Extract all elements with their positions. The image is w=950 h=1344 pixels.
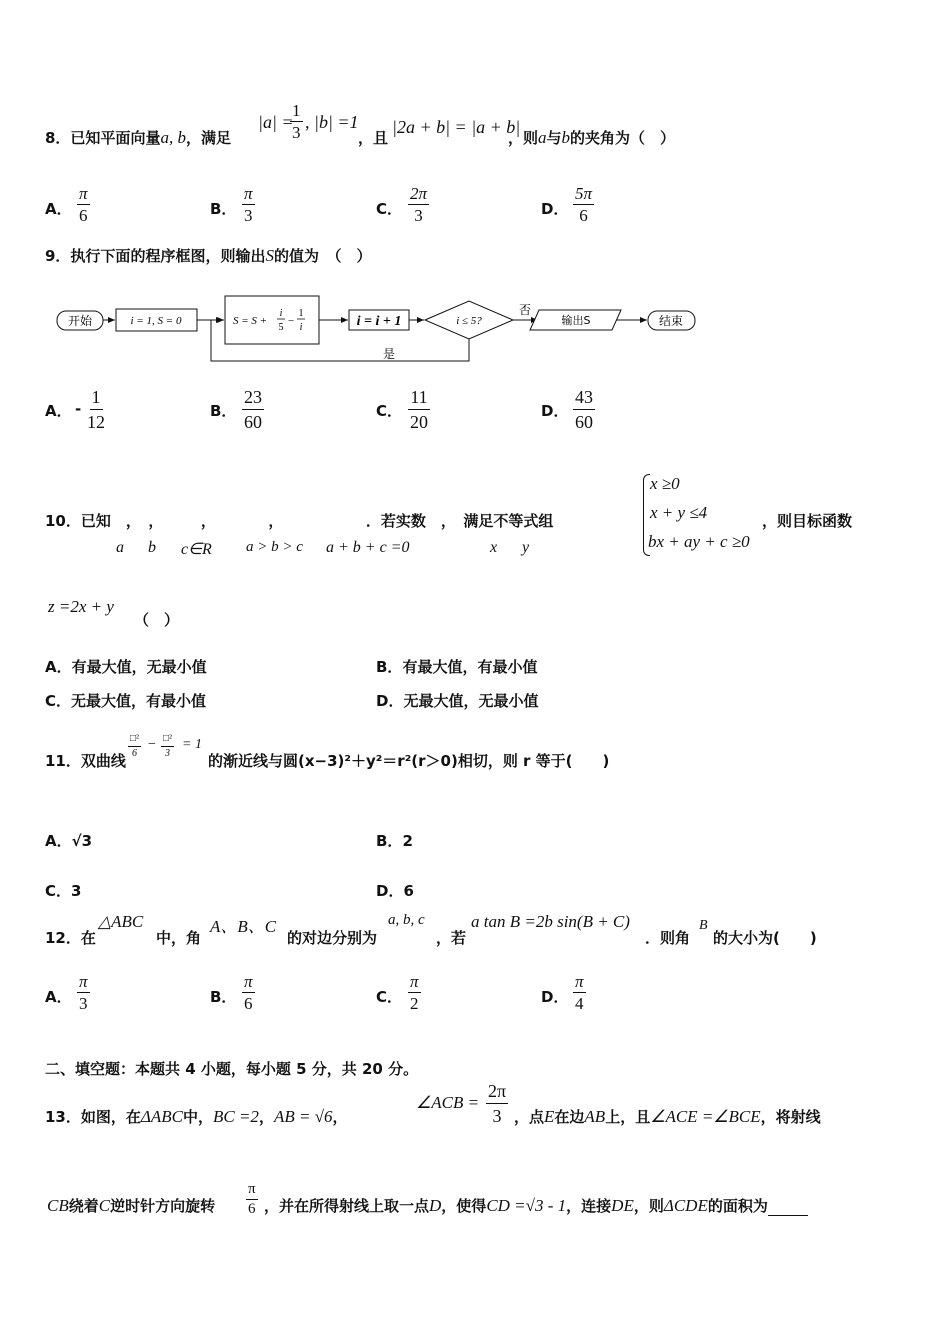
q8-var-b: b xyxy=(561,128,571,147)
q11-options-label-0: A． xyxy=(45,832,72,850)
q11-frac-2 xyxy=(161,733,174,760)
q9-flowchart xyxy=(0,285,950,375)
q12-options-den-3: 4 xyxy=(575,994,584,1013)
q9-options-label-3[interactable]: D． xyxy=(541,402,569,420)
q8-options-den-1: 3 xyxy=(244,206,253,225)
q10-options-label-3: D． xyxy=(376,692,404,710)
q13-text-f: 在边 xyxy=(554,1108,585,1126)
q13-line1-end xyxy=(514,1106,821,1127)
q13-text-connect: ，连接 xyxy=(566,1197,612,1215)
q13-angle-eq: ∠ACE =∠BCE xyxy=(650,1107,761,1126)
q8-cond1-num: 1 xyxy=(292,101,301,120)
q8-options-label-0[interactable]: A． xyxy=(45,200,72,218)
q11-options-text-1: 2 xyxy=(402,832,413,850)
q12-options-frac-3 xyxy=(573,972,586,1013)
q13-text-point: ，并在所得射线上取一点 xyxy=(264,1197,430,1215)
q10-stem-b: ，则目标函数 xyxy=(762,512,853,530)
q11-options-text-2: 3 xyxy=(71,882,82,900)
flow-decision-label: i ≤ 5? xyxy=(456,315,482,327)
q11-minus: − xyxy=(148,737,156,752)
q10-options-text-1: 有最大值，有最小值 xyxy=(402,658,538,676)
q13-text-e: ，点 xyxy=(514,1108,545,1126)
q10-options-text-2: 无最大值，有最小值 xyxy=(71,692,207,710)
q13-seg-ab: AB xyxy=(584,1107,606,1126)
q10-var-y: y xyxy=(522,539,530,556)
q9-options-num-1: 23 xyxy=(242,386,264,410)
q8-cond1-text: |a| = xyxy=(258,112,294,132)
q8-options-num-2: 2π xyxy=(410,184,428,203)
q11-options-text-0: √3 xyxy=(71,832,93,850)
q10-var-b: b xyxy=(148,539,156,556)
q8-options-num-0: π xyxy=(79,184,88,203)
q13-cd: CD =√3 - 1 xyxy=(486,1196,567,1215)
q9-options-den-0: 12 xyxy=(87,412,105,432)
q12-triangle: △ABC xyxy=(98,912,144,931)
flow-update-f1-den: 5 xyxy=(278,322,284,333)
q13-text-h: ，将射线 xyxy=(760,1108,821,1126)
q13-text-rot-a: 绕着 xyxy=(68,1197,99,1215)
q9-options-den-1: 60 xyxy=(244,412,262,432)
q9-options-frac-0 xyxy=(85,386,107,433)
q10-options-label-2: C． xyxy=(45,692,72,710)
q13-rot-frac-num: π xyxy=(246,1181,258,1200)
q10-system-1: x ≥0 xyxy=(650,474,680,493)
q8-text-c: ，且 xyxy=(358,129,389,147)
q11-options-text-3: 6 xyxy=(403,882,414,900)
q10-options-item-0[interactable] xyxy=(45,656,207,677)
q10-options-text-0: 有最大值，无最小值 xyxy=(71,658,207,676)
flow-update-f2-num: 1 xyxy=(298,308,304,319)
q10-var-c: c∈R xyxy=(181,541,212,558)
q11-options-item-1[interactable] xyxy=(376,830,413,851)
flow-yes-label: 是 xyxy=(382,347,396,361)
q8-options-num-1: π xyxy=(244,184,253,203)
q10-order: a > b > c xyxy=(246,539,303,555)
q10-options-item-3[interactable] xyxy=(376,690,538,711)
q9-options-den-3: 60 xyxy=(575,412,593,432)
q13-text-make: ，使得 xyxy=(441,1197,487,1215)
q11-frac-1 xyxy=(128,733,141,760)
q9-options-frac-3 xyxy=(573,386,595,433)
q11-frac-2-num: □² xyxy=(161,733,174,747)
q12-options-label-2[interactable]: C． xyxy=(376,988,403,1006)
q10-options-item-1[interactable] xyxy=(376,656,537,677)
q8-var-a: a xyxy=(538,128,547,147)
q11-rhs: = 1 xyxy=(182,737,202,752)
q12-options-den-2: 2 xyxy=(410,994,419,1013)
q10-system-2: x + y ≤4 xyxy=(650,503,708,522)
q13-text-c: ， xyxy=(258,1108,274,1126)
q12-stem-a: 12．在 xyxy=(45,929,96,947)
q13-text-g: 上，且 xyxy=(605,1108,651,1126)
q8-stem xyxy=(45,127,231,148)
q12-sides: a, b, c xyxy=(388,912,425,928)
q11-options-label-1: B． xyxy=(376,832,403,850)
q11-options-item-3[interactable] xyxy=(376,880,414,901)
q8-options-label-1[interactable]: B． xyxy=(210,200,237,218)
q12-options-num-2: π xyxy=(410,972,419,991)
flow-end-label: 结束 xyxy=(658,314,684,328)
q10-stem-c: （ ） xyxy=(134,611,180,629)
q10-var-a: a xyxy=(116,539,124,556)
flow-no-label: 否 xyxy=(518,303,532,317)
q9-text-a: 9．执行下面的程序框图，则输出 xyxy=(45,247,266,265)
q13-text-area: 的面积为 xyxy=(707,1197,768,1215)
q10-stem: 10．已知 ， ， ， ， ．若实数 ， 满足不等式组 xyxy=(45,512,554,530)
q10-options-item-2[interactable] xyxy=(45,690,206,711)
q13-line2-mid xyxy=(264,1195,808,1216)
q9-options-sign-0: - xyxy=(75,400,82,418)
q12-stem-d: ，若 xyxy=(436,929,467,947)
q12-options-num-3: π xyxy=(575,972,584,991)
q13-text-b: 中， xyxy=(182,1108,213,1126)
flow-incr-label: i = i + 1 xyxy=(356,314,402,329)
q13-point-c: C xyxy=(98,1196,111,1215)
q8-text-d: ，则 xyxy=(508,129,539,147)
q9-options-label-0[interactable]: A． xyxy=(45,402,72,420)
flow-update-label: S = S + xyxy=(233,315,268,327)
flow-update-f2-den: i xyxy=(299,322,303,333)
q11-stem-b: 的渐近线与圆(x−3)²＋y²＝r²(r＞0)相切，则 r 等于( ) xyxy=(208,752,610,770)
q13-ray-cb: CB xyxy=(47,1196,69,1215)
q9-options-label-1[interactable]: B． xyxy=(210,402,237,420)
flow-update-f1-num: i xyxy=(279,308,283,319)
q12-stem-e: ．则角 xyxy=(645,929,691,947)
q9-var-s: S xyxy=(265,246,274,265)
q9-options-frac-1 xyxy=(242,386,264,433)
q13-triangle: ΔABC xyxy=(140,1107,183,1126)
q8-options-frac-3 xyxy=(573,184,594,225)
q8-options-den-2: 3 xyxy=(414,206,423,225)
q12-stem-c: 的对边分别为 xyxy=(287,929,378,947)
q10-sum: a + b + c =0 xyxy=(326,539,410,556)
q13-answer-blank[interactable] xyxy=(768,1201,808,1216)
q13-ab: AB = √6 xyxy=(273,1107,333,1126)
q8-text-b: ，满足 xyxy=(185,129,231,147)
q11-options-item-0[interactable] xyxy=(45,830,92,851)
q11-frac-2-den: 3 xyxy=(165,748,171,759)
q9-options-den-2: 20 xyxy=(410,412,428,432)
q13-text-then: ，则 xyxy=(633,1197,664,1215)
q13-rot-frac xyxy=(246,1181,258,1218)
q9-options-num-2: 11 xyxy=(408,386,429,410)
q13-point-d: D xyxy=(429,1196,442,1215)
q8-options-den-3: 6 xyxy=(579,206,588,225)
q12-options-frac-2 xyxy=(408,972,421,1013)
q10-system-3: bx + ay + c ≥0 xyxy=(648,532,750,551)
flow-start-label: 开始 xyxy=(67,314,93,328)
q12-options-label-1[interactable]: B． xyxy=(210,988,237,1006)
q8-text-a: 8．已知平面向量 xyxy=(45,129,161,147)
q12-options-label-0[interactable]: A． xyxy=(45,988,72,1006)
section-2-title: 二、填空题：本题共 4 小题，每小题 5 分，共 20 分。 xyxy=(45,1060,419,1078)
q13-bc: BC =2 xyxy=(212,1107,259,1126)
q8-vectors: a, b xyxy=(160,128,186,147)
q8-options-label-3[interactable]: D． xyxy=(541,200,569,218)
q8-options-frac-2 xyxy=(408,184,429,225)
q8-options-frac-0 xyxy=(77,184,90,225)
q8-cond3: |2a + b| = |a + b| xyxy=(392,117,521,137)
q13-line1 xyxy=(45,1106,348,1127)
q13-angle-frac xyxy=(486,1080,508,1127)
q13-triangle-cde: ΔCDE xyxy=(663,1196,708,1215)
q12-equation: a tan B =2b sin(B + C) xyxy=(471,912,630,931)
q11-stem-a: 11．双曲线 xyxy=(45,752,126,770)
q9-options-frac-2 xyxy=(408,386,430,433)
q8-text-yu: 与 xyxy=(546,129,562,147)
q12-angle-b: B xyxy=(699,918,708,933)
q9-options-num-0: 1 xyxy=(90,386,103,410)
flow-update-minus: − xyxy=(288,315,295,327)
q12-options-num-0: π xyxy=(79,972,88,991)
q12-options-frac-0 xyxy=(77,972,90,1013)
q13-point-e: E xyxy=(544,1107,555,1126)
q8-cond1-den: 3 xyxy=(292,123,301,142)
q13-text-rot-b: 逆时针方向旋转 xyxy=(110,1197,216,1215)
q9-options-label-2[interactable]: C． xyxy=(376,402,403,420)
q11-options-label-2: C． xyxy=(45,882,72,900)
q8-stem-end xyxy=(508,127,675,148)
q13-angle-frac-num: 2π xyxy=(486,1080,508,1104)
q8-options-label-2[interactable]: C． xyxy=(376,200,403,218)
q8-cond2: , |b| =1 xyxy=(305,112,359,132)
q9-stem xyxy=(45,245,371,266)
q10-options-text-3: 无最大值，无最小值 xyxy=(403,692,539,710)
q10-options-label-1: B． xyxy=(376,658,403,676)
q11-options-item-2[interactable] xyxy=(45,880,81,901)
q13-text-a: 13．如图，在 xyxy=(45,1108,141,1126)
q10-var-x: x xyxy=(490,539,498,556)
q12-options-den-1: 6 xyxy=(244,994,253,1013)
q12-options-den-0: 3 xyxy=(79,994,88,1013)
q8-options-num-3: 5π xyxy=(575,184,593,203)
q12-options-frac-1 xyxy=(242,972,255,1013)
q8-text-e: 的夹角为（ ） xyxy=(570,129,676,147)
q8-cond1-frac xyxy=(290,101,303,142)
q8-cond1 xyxy=(258,112,294,133)
q8-options-frac-1 xyxy=(242,184,255,225)
q13-angle-acb: ∠ACB = xyxy=(416,1093,480,1112)
q13-text-d: ， xyxy=(332,1108,348,1126)
q10-target: z =2x + y xyxy=(48,597,114,616)
flow-init-label: i = 1, S = 0 xyxy=(130,315,182,327)
q12-options-label-3[interactable]: D． xyxy=(541,988,569,1006)
q9-options-num-3: 43 xyxy=(573,386,595,410)
q13-rot-frac-den: 6 xyxy=(248,1201,256,1217)
q8-options-den-0: 6 xyxy=(79,206,88,225)
q12-options-num-1: π xyxy=(244,972,253,991)
q11-frac-1-den: 6 xyxy=(132,748,138,759)
q11-frac-1-num: □² xyxy=(128,733,141,747)
q9-text-b: 的值为 （ ） xyxy=(273,247,372,265)
q12-angles: A、B、C xyxy=(210,917,277,936)
q12-stem-b: 中，角 xyxy=(156,929,202,947)
q13-angle-frac-den: 3 xyxy=(492,1106,502,1126)
q12-stem-f: 的大小为( ) xyxy=(713,929,817,947)
q10-options-label-0: A． xyxy=(45,658,72,676)
q11-options-label-3: D． xyxy=(376,882,404,900)
flow-output-label: 输出S xyxy=(561,314,591,327)
q13-line2 xyxy=(47,1195,215,1216)
q13-seg-de: DE xyxy=(611,1196,634,1215)
